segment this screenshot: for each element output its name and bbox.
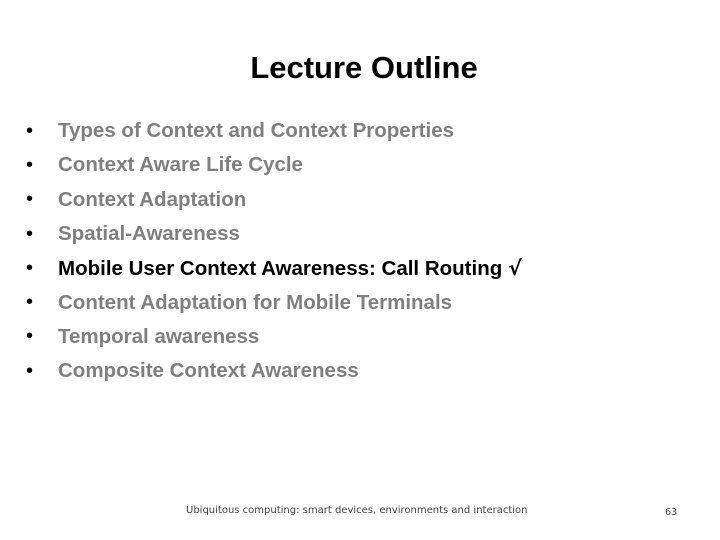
slide-title: Lecture Outline — [250, 50, 478, 85]
outline-item — [26, 148, 522, 182]
bullet-icon: • — [26, 119, 34, 142]
outline-item — [26, 217, 522, 251]
bullet-icon: • — [26, 359, 34, 382]
outline-item-text: Temporal awareness — [58, 324, 260, 348]
slide-footer: Ubiquitous computing: smart devices, environments and interaction — [186, 505, 528, 516]
bullet-icon: • — [26, 325, 34, 348]
outline-item-text — [58, 256, 522, 281]
outline-item-current — [26, 251, 522, 285]
outline-item-text: Context Adaptation — [58, 187, 247, 211]
outline-item — [26, 114, 522, 148]
outline-item-text: Content Adaptation for Mobile Terminals — [58, 290, 453, 314]
outline-item — [26, 354, 522, 388]
outline-item — [26, 320, 522, 354]
bullet-icon: • — [26, 256, 34, 279]
outline-item-text: Spatial-Awareness — [58, 222, 240, 246]
outline-item-text: Types of Context and Context Properties — [58, 119, 455, 143]
outline-item — [26, 285, 522, 319]
outline-item-label: Mobile User Context Awareness: Call Routing — [58, 256, 503, 280]
bullet-icon: • — [26, 153, 34, 176]
outline-item — [26, 183, 522, 217]
outline-item-text: Composite Context Awareness — [58, 359, 359, 383]
page-number: 63 — [665, 507, 678, 518]
bullet-icon: • — [26, 222, 34, 245]
bullet-icon: • — [26, 188, 34, 211]
checkmark-icon: √ — [508, 255, 522, 280]
bullet-icon: • — [26, 291, 34, 314]
outline-list — [26, 114, 522, 388]
outline-item-text: Context Aware Life Cycle — [58, 153, 303, 177]
